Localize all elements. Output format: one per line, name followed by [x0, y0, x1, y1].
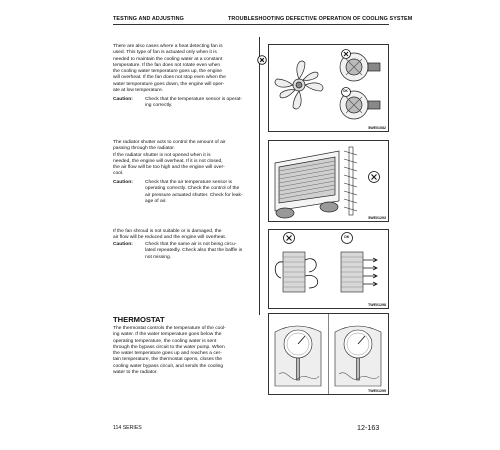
text-line: tain temperature, the thermostat opens, closes the [113, 357, 223, 363]
text-line: cooling water bypass circuit, and sends the cooling [113, 363, 224, 369]
ng-mark-symbol [257, 52, 267, 70]
caution-line: Check that the air temperature sensor is [145, 180, 232, 185]
text-line: will overheat. If the fan does not stop even when the [113, 75, 226, 81]
figure-id: TWE01298 [368, 303, 386, 307]
caution-line: Check that the temperature sensor is operat- [145, 97, 243, 102]
shroud-bad-drawing [275, 252, 317, 292]
page-number: 12-163 [357, 423, 380, 432]
thermometer-gauge-right [335, 326, 381, 386]
figure-id: TWE01299 [368, 389, 386, 393]
caution-line: Check that the same air is not being circu- [145, 242, 237, 247]
section-1-body [113, 44, 253, 94]
header-chapter-title: TROUBLESHOOTING DEFECTIVE OPERATION OF COOLING SYSTEM [228, 16, 413, 22]
text-line: The thermostat controls the temperature of the cool- [113, 326, 226, 331]
thermostat-body [113, 326, 253, 376]
text-line: If the fan shroud is not suitable or is damaged, the [113, 229, 222, 234]
text-line: operating temperature, the cooling water is sent [113, 338, 217, 344]
cooling-fan-drawing [275, 61, 323, 109]
figure-fan-shroud [268, 229, 389, 309]
shutter-louver-column [344, 147, 357, 215]
section-1-caution [113, 97, 253, 111]
text-line: needed to maintain the cooling water at a constant [113, 56, 223, 62]
figure-fan-clutch [268, 44, 389, 132]
thermometer-gauge-left [275, 326, 321, 386]
caution-label: Caution: [113, 180, 133, 185]
caution-line: age of air. [145, 198, 167, 204]
text-line: passing through the radiator. [113, 146, 175, 152]
column-divider [259, 37, 260, 315]
header-section-title: TESTING AND ADJUSTING [113, 16, 184, 22]
caution-label: Caution: [113, 242, 133, 247]
text-line: used. This type of fan is actuated only when it is [113, 50, 217, 56]
header-rule [113, 24, 389, 25]
caution-line: operating correctly. Check the control of the [145, 186, 240, 192]
ng-icon [342, 50, 351, 59]
figure-id: 5WE01293 [368, 216, 386, 220]
text-line: needed, the engine will overheat. If it is not closed, [113, 158, 223, 164]
text-line: water temperature goes down, the engine will oper- [113, 81, 225, 87]
shroud-good-drawing [341, 252, 377, 292]
figure-id: 5WE01082 [368, 126, 386, 130]
ng-icon [369, 172, 380, 183]
caution-line: lated repeatedly. Check also that the baffle is [145, 248, 243, 254]
section-2-body [113, 140, 253, 178]
caution-line: air pressure actuated shutter. Check for leak- [145, 192, 243, 198]
ng-icon [284, 233, 295, 244]
text-line: the cooling water temperature goes up, the engine [113, 69, 223, 75]
text-line: air flow will be reduced and the engine will overheat. [113, 235, 227, 241]
footer-series: 114 SERIES [113, 425, 142, 431]
section-3-body [113, 229, 253, 242]
text-line: water to the radiator. [113, 370, 158, 376]
machine-front-drawing [275, 151, 339, 218]
text-line: cool. [113, 171, 124, 177]
section-3-caution [113, 242, 253, 262]
ok-icon-label: OK [343, 89, 348, 93]
caution-line: not missing. [145, 254, 172, 260]
caution-label: Caution: [113, 97, 133, 102]
text-line: the air flow will be too high and the engine will over- [113, 165, 225, 171]
section-2-caution [113, 180, 253, 206]
text-line: If the radiator shutter is not opened when it is [113, 152, 211, 158]
text-line: There are also cases where a heat detecting fan is [113, 44, 223, 49]
caution-line: ing correctly. [145, 103, 173, 109]
thermostat-heading: THERMOSTAT [113, 315, 165, 324]
ok-icon-label: OK [344, 235, 350, 239]
figure-thermostat-test [268, 313, 389, 395]
text-line: The radiator shutter acts to control the amount of air [113, 140, 226, 145]
text-line: ate at low temperature. [113, 88, 164, 94]
figure-radiator-shutter [268, 140, 389, 222]
text-line: ing water. If the water temperature goes below the [113, 332, 222, 338]
text-line: the water temperature goes up and reaches a cer- [113, 351, 222, 357]
text-line: temperature. If the fan does not rotate even when [113, 62, 221, 68]
text-line: through the bypass circuit to the water pump. When [113, 344, 225, 350]
